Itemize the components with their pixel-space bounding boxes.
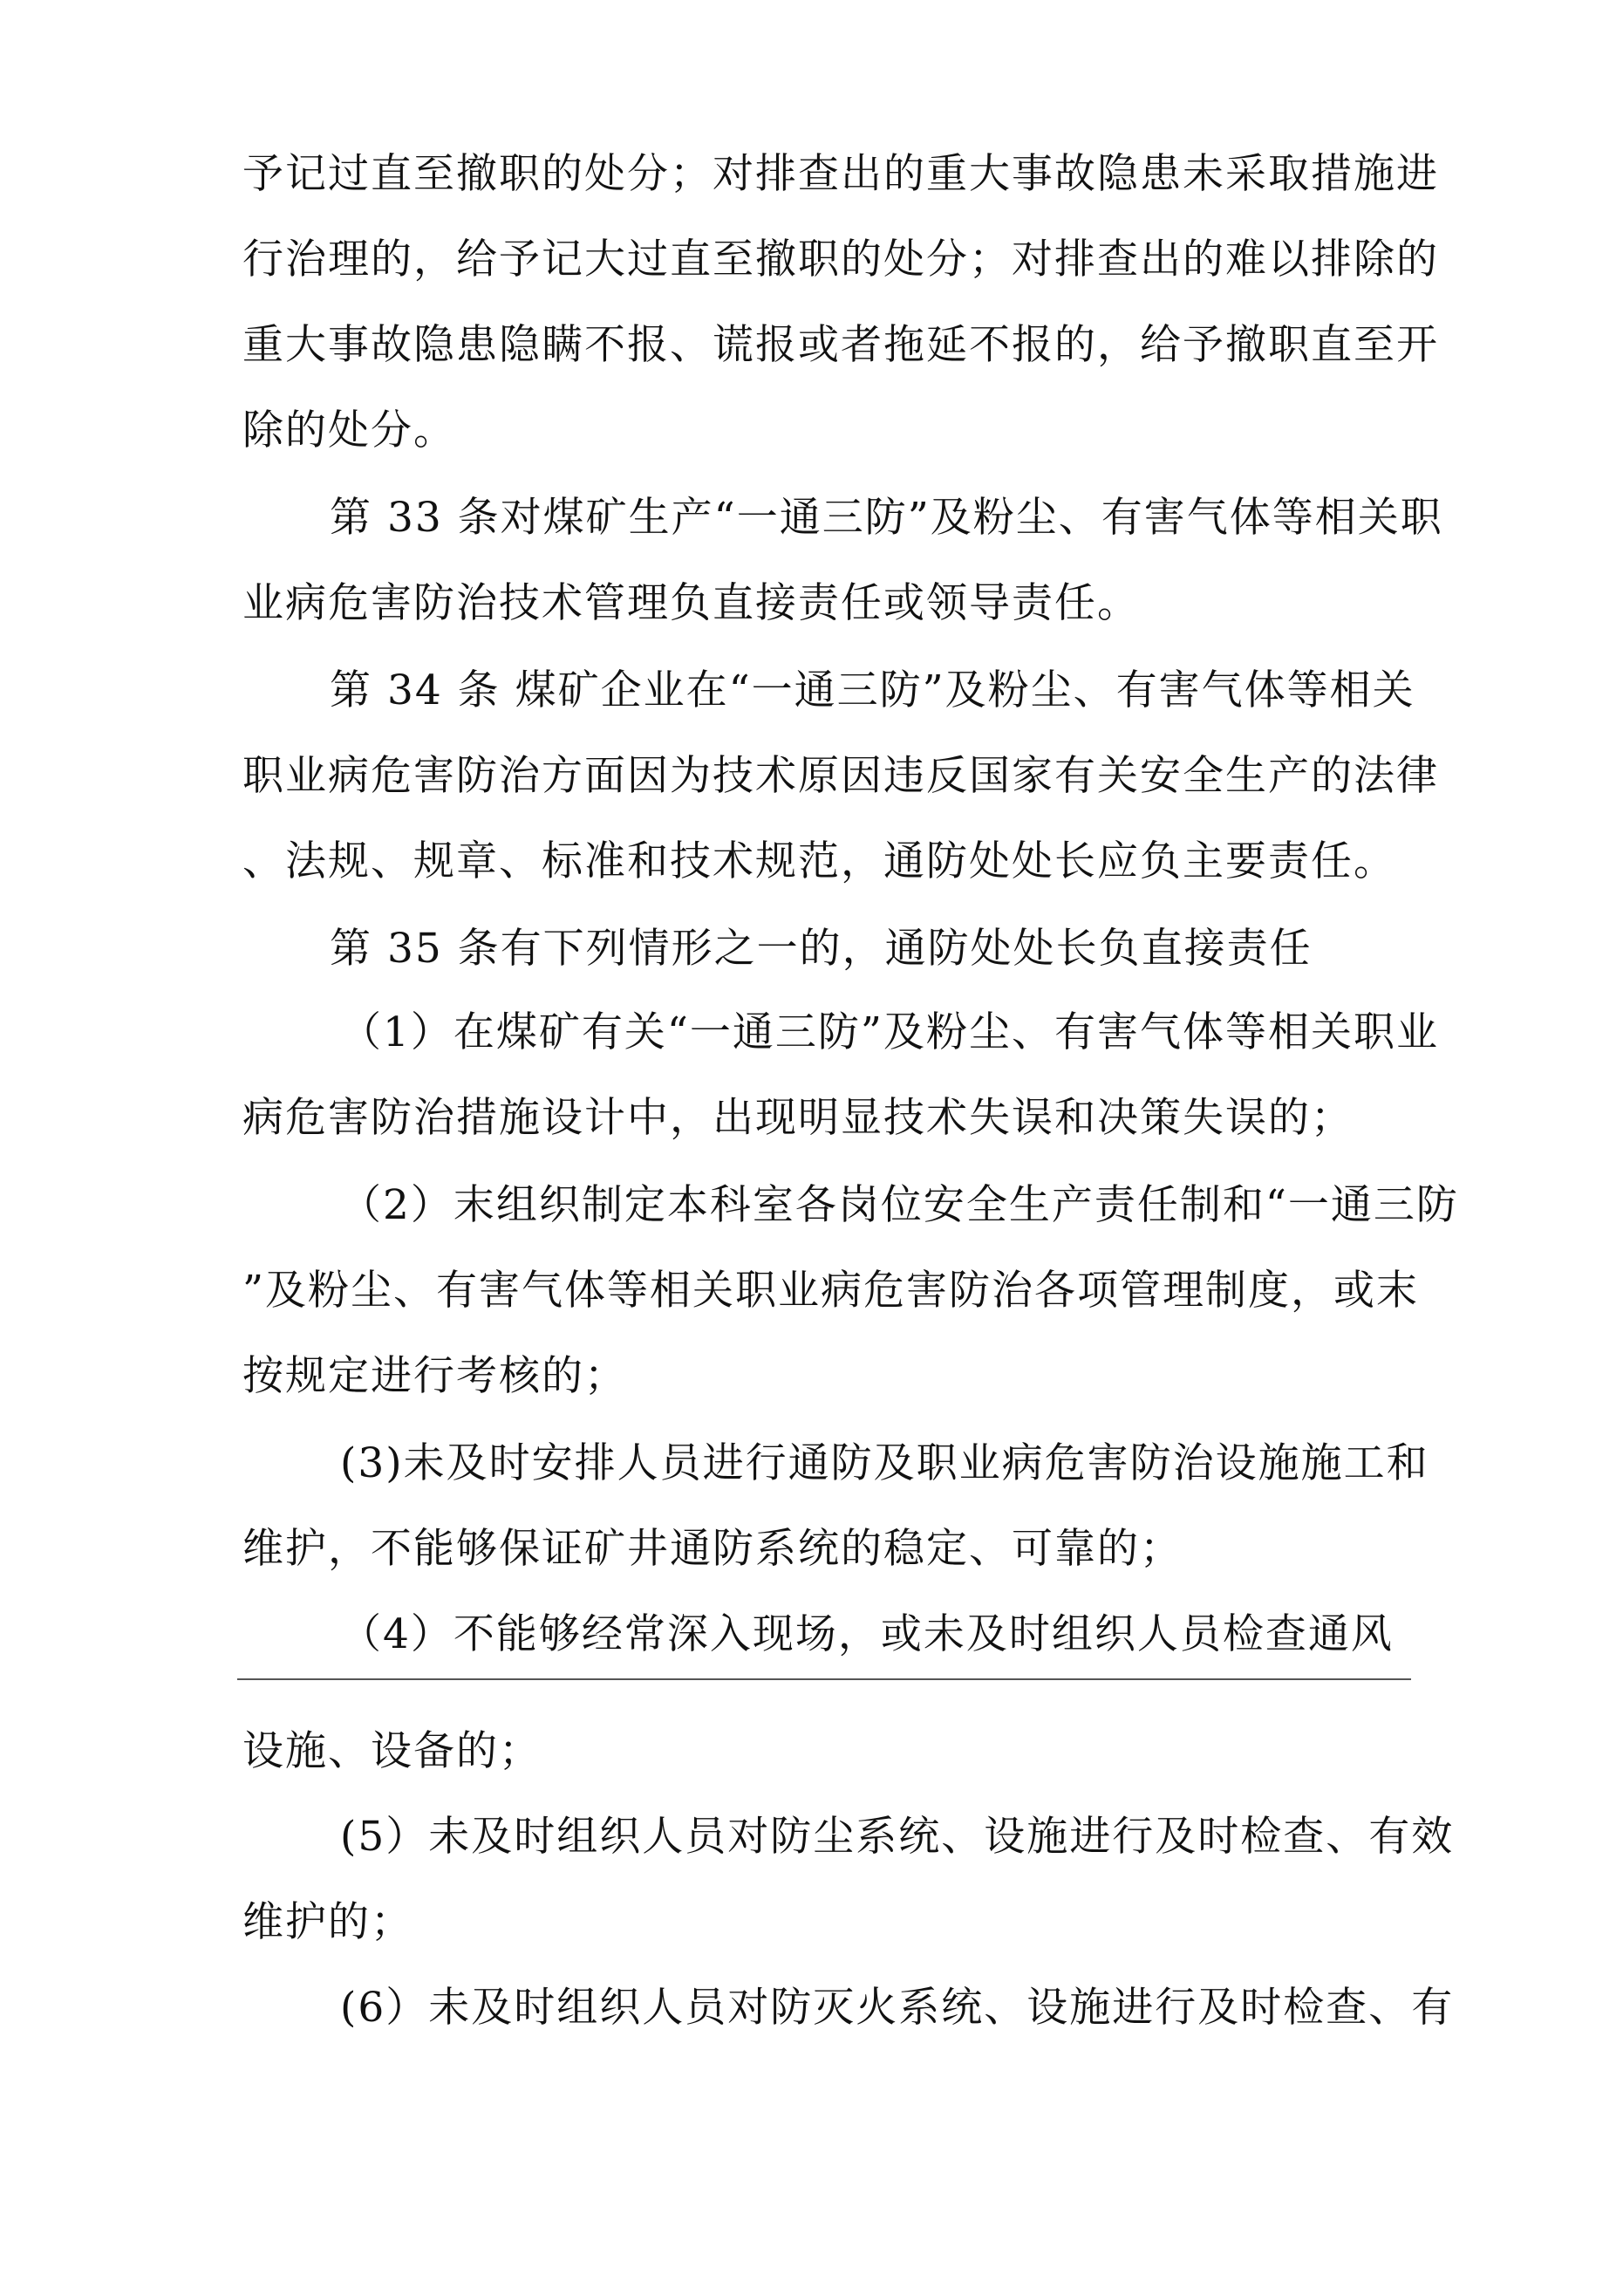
article-34-line: 职业病危害防治方面因为技术原因违反国家有关安全生产的法律	[242, 752, 1439, 800]
list-item-line: （2）末组织制定本科室各岗位安全生产责任制和“一通三防	[340, 1181, 1459, 1229]
article-35-heading: 第 35 条有下列情形之一的，通防处处长负直接责任	[330, 925, 1313, 973]
list-item-line: (3)未及时安排人员进行通防及职业病危害防治设施施工和	[340, 1439, 1429, 1487]
article-33-line: 第 33 条对煤矿生产“一通三防”及粉尘、有害气体等相关职	[330, 494, 1443, 542]
list-item-line: (5）未及时组织人员对防尘系统、设施进行及时检查、有效	[340, 1813, 1455, 1861]
list-item-line: 维护，不能够保证矿井通防系统的稳定、可靠的；	[242, 1525, 1183, 1573]
page-divider	[237, 1678, 1411, 1680]
article-34-line: 第 34 条 煤矿企业在“一通三防”及粉尘、有害气体等相关	[330, 666, 1415, 714]
list-item-line: ”及粉尘、有害气体等相关职业病危害防治各项管理制度，或末	[242, 1267, 1420, 1315]
paragraph-line: 予记过直至撤职的处分；对排查出的重大事故隐患未采取措施进	[242, 150, 1439, 198]
article-33-line: 业病危害防治技术管理负直接责任或领导责任。	[242, 579, 1140, 627]
paragraph-line: 除的处分。	[242, 407, 456, 454]
list-item-line: （1）在煤矿有关“一通三防”及粉尘、有害气体等相关职业	[340, 1008, 1439, 1056]
continuation-line: 设施、设备的；	[242, 1727, 542, 1775]
list-item-line: (6）未及时组织人员对防灭火系统、设施进行及时检查、有	[340, 1984, 1455, 2032]
list-item-line: 按规定进行考核的；	[242, 1352, 627, 1400]
paragraph-line: 行治理的，给予记大过直至撤职的处分；对排查出的难以排除的	[242, 236, 1439, 284]
list-item-line: （4）不能够经常深入现场，或未及时组织人员检查通风	[340, 1610, 1394, 1658]
list-item-line: 维护的；	[242, 1898, 413, 1946]
paragraph-line: 重大事故隐患隐瞒不报、谎报或者拖延不报的，给予撤职直至开	[242, 321, 1439, 369]
article-34-line: 、法规、规章、标准和技术规范，通防处处长应负主要责任。	[242, 837, 1396, 885]
list-item-line: 病危害防治措施设计中，出现明显技术失误和决策失误的；	[242, 1094, 1354, 1142]
